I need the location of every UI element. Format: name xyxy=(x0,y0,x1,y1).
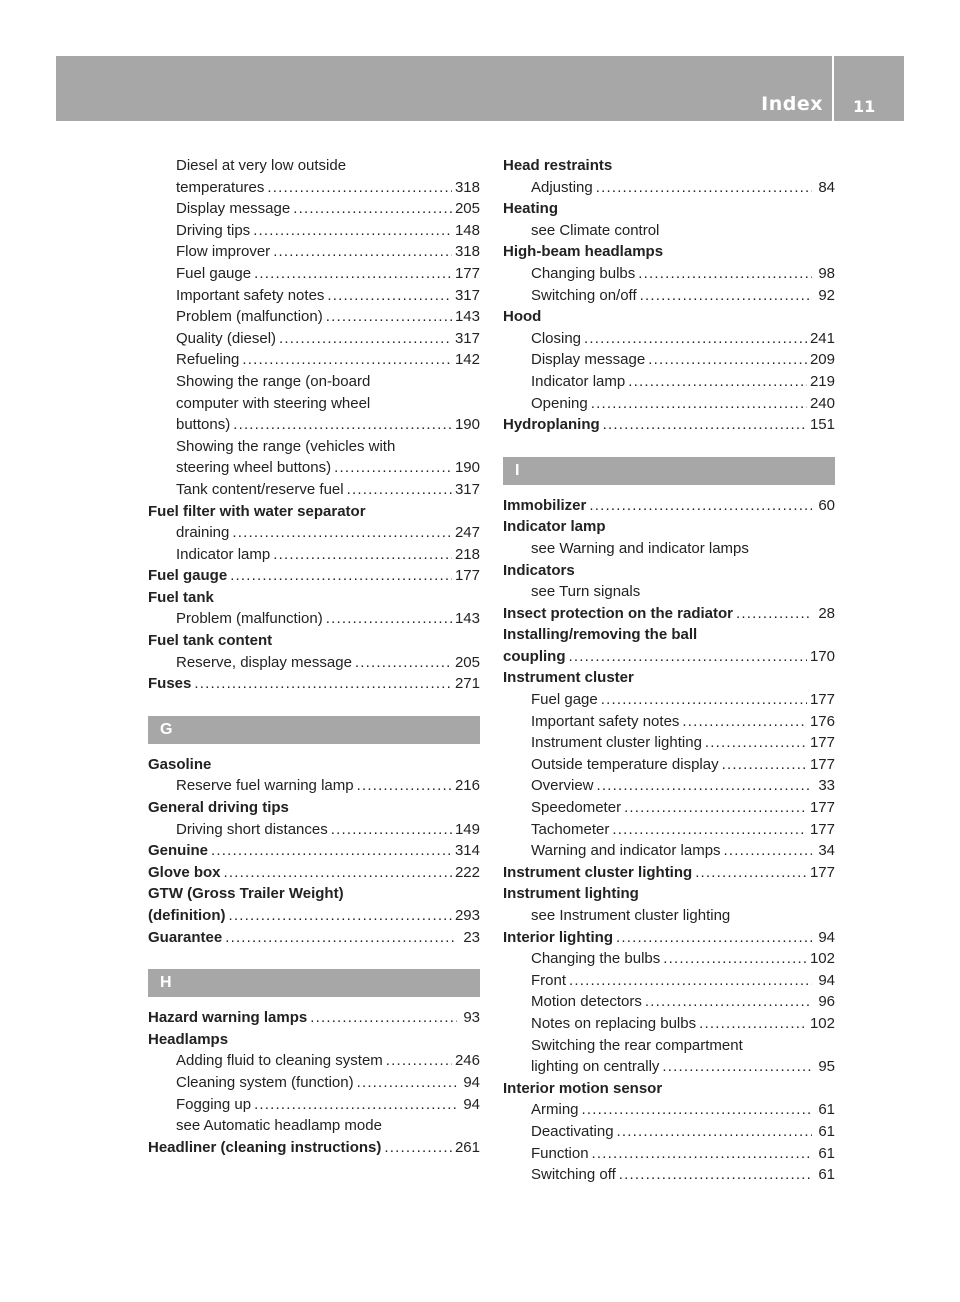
index-entry xyxy=(503,883,835,905)
dot-leader xyxy=(597,775,812,797)
entry-label: Display message xyxy=(176,200,291,218)
dot-leader xyxy=(603,414,807,436)
dot-leader xyxy=(695,862,807,884)
dot-leader xyxy=(612,819,807,841)
entry-label: Indicator lamp xyxy=(503,518,606,536)
dot-leader xyxy=(663,948,807,970)
dot-leader xyxy=(592,1143,812,1165)
index-subentry[interactable] xyxy=(148,819,480,841)
dot-leader xyxy=(254,1094,457,1116)
entry-label: Motion detectors xyxy=(531,993,642,1011)
dot-leader xyxy=(584,328,807,350)
entry-label: buttons) xyxy=(176,416,231,434)
index-entry[interactable] xyxy=(148,862,480,884)
dot-leader xyxy=(224,862,452,884)
index-entry xyxy=(148,501,480,523)
index-subentry[interactable] xyxy=(503,970,835,992)
index-entry xyxy=(503,1078,835,1100)
index-entry xyxy=(503,560,835,582)
page-reference[interactable]: 143 xyxy=(454,308,480,326)
entry-label: see Warning and indicator lamps xyxy=(531,539,749,557)
page-reference[interactable]: 222 xyxy=(454,863,480,881)
entry-label: Instrument cluster lighting xyxy=(503,863,693,881)
page-reference[interactable]: 94 xyxy=(463,1095,480,1113)
index-subentry[interactable] xyxy=(503,1164,835,1186)
index-subentry[interactable] xyxy=(148,479,480,501)
entry-label: Insect protection on the radiator xyxy=(503,604,734,622)
page-reference[interactable]: 219 xyxy=(809,372,835,390)
page-reference[interactable]: 94 xyxy=(818,928,835,946)
entry-label: steering wheel buttons) xyxy=(176,459,332,477)
index-subentry[interactable] xyxy=(503,732,835,754)
dot-leader xyxy=(267,177,452,199)
dot-leader xyxy=(254,263,452,285)
page-reference[interactable]: 61 xyxy=(818,1122,835,1140)
page-reference[interactable]: 148 xyxy=(454,221,480,239)
page-reference[interactable]: 177 xyxy=(809,734,835,752)
entry-label: Instrument cluster xyxy=(503,669,634,687)
page-reference[interactable]: 177 xyxy=(809,863,835,881)
entry-label: Important safety notes xyxy=(176,286,325,304)
index-subentry[interactable] xyxy=(148,328,480,350)
dot-leader xyxy=(624,797,807,819)
index-subentry[interactable] xyxy=(148,241,480,263)
dot-leader xyxy=(617,1121,812,1143)
page-reference[interactable]: 271 xyxy=(454,675,480,693)
index-subentry[interactable] xyxy=(148,457,480,479)
page-reference[interactable]: 190 xyxy=(454,459,480,477)
index-entry[interactable] xyxy=(503,495,835,517)
entry-label: (definition) xyxy=(148,907,226,924)
page-reference[interactable]: 317 xyxy=(454,480,480,498)
dot-leader xyxy=(616,927,812,949)
entry-label: Hazard warning lamps xyxy=(148,1009,308,1027)
page-reference[interactable]: 317 xyxy=(454,329,480,347)
entry-label: Overview xyxy=(531,777,594,795)
index-subentry[interactable] xyxy=(148,775,480,797)
dot-leader xyxy=(386,1050,452,1072)
index-subentry[interactable] xyxy=(148,349,480,371)
dot-leader xyxy=(569,970,812,992)
entry-label: Opening xyxy=(531,394,588,412)
dot-leader xyxy=(211,840,452,862)
index-subentry[interactable] xyxy=(503,263,835,285)
entry-label: Deactivating xyxy=(531,1122,614,1140)
index-subentry[interactable] xyxy=(503,1121,835,1143)
page-reference[interactable]: 84 xyxy=(818,178,835,196)
dot-leader xyxy=(589,495,812,517)
index-subentry[interactable] xyxy=(148,608,480,630)
entry-label: Tank content/reserve fuel xyxy=(176,480,344,498)
index-entry xyxy=(148,754,480,776)
entry-label: Fuel tank content xyxy=(148,632,273,650)
entry-label: temperatures xyxy=(176,178,265,196)
index-entry xyxy=(503,306,835,328)
index-entry[interactable] xyxy=(503,414,835,436)
page-reference[interactable]: 60 xyxy=(818,496,835,514)
page-reference[interactable]: 23 xyxy=(463,928,480,946)
entry-label: Immobilizer xyxy=(503,496,587,514)
index-subentry xyxy=(148,371,480,393)
entry-label: Flow improver xyxy=(176,243,271,261)
index-subentry[interactable] xyxy=(503,1143,835,1165)
dot-leader xyxy=(591,393,807,415)
entry-label: Reserve fuel warning lamp xyxy=(176,777,354,795)
index-subentry[interactable] xyxy=(148,220,480,242)
page-reference[interactable]: 176 xyxy=(809,712,835,730)
dot-leader xyxy=(724,840,812,862)
index-subentry[interactable] xyxy=(503,819,835,841)
page-reference[interactable]: 240 xyxy=(809,394,835,412)
page-reference[interactable]: 261 xyxy=(454,1138,480,1156)
page-reference[interactable]: 33 xyxy=(818,777,835,795)
entry-label: Showing the range (vehicles with xyxy=(176,437,396,455)
index-column-left xyxy=(148,155,480,1158)
index-subentry[interactable] xyxy=(148,414,480,436)
index-subentry[interactable] xyxy=(503,328,835,350)
entry-label: see Climate control xyxy=(531,221,660,239)
dot-leader xyxy=(357,775,452,797)
index-subentry[interactable] xyxy=(148,177,480,199)
dot-leader xyxy=(582,1099,812,1121)
index-subentry[interactable] xyxy=(148,198,480,220)
entry-label: Instrument cluster lighting xyxy=(531,734,702,752)
entry-label: Indicator lamp xyxy=(531,372,626,390)
index-subentry[interactable] xyxy=(148,522,480,544)
entry-label: coupling xyxy=(503,647,566,665)
entry-label: Indicator lamp xyxy=(176,545,271,563)
entry-label: Changing the bulbs xyxy=(531,950,661,968)
index-entry xyxy=(148,587,480,609)
dot-leader xyxy=(384,1137,452,1159)
entry-label: Guarantee xyxy=(148,928,223,946)
entry-label: Display message xyxy=(531,351,646,369)
index-column-right xyxy=(503,155,835,1186)
index-entry[interactable] xyxy=(148,905,480,927)
entry-label: Glove box xyxy=(148,863,221,881)
entry-label: Hydroplaning xyxy=(503,416,600,434)
header-separator xyxy=(832,56,834,121)
page-reference[interactable]: 143 xyxy=(454,610,480,628)
index-subentry[interactable] xyxy=(148,1050,480,1072)
index-entry xyxy=(503,241,835,263)
entry-label: see Automatic headlamp mode xyxy=(176,1117,382,1135)
index-subentry[interactable] xyxy=(503,393,835,415)
index-subentry xyxy=(503,220,835,242)
entry-label: Head restraints xyxy=(503,157,613,174)
index-subentry[interactable] xyxy=(503,711,835,733)
index-subentry[interactable] xyxy=(503,177,835,199)
index-entry xyxy=(148,797,480,819)
page-reference[interactable]: 246 xyxy=(454,1052,480,1070)
index-entry[interactable] xyxy=(503,862,835,884)
entry-label: Indicators xyxy=(503,561,575,579)
dot-leader xyxy=(310,1007,457,1029)
entry-label: General driving tips xyxy=(148,799,289,817)
index-subentry[interactable] xyxy=(503,840,835,862)
index-entry xyxy=(148,1029,480,1051)
dot-leader xyxy=(194,673,452,695)
page-reference[interactable]: 314 xyxy=(454,842,480,860)
entry-label: Adjusting xyxy=(531,178,593,196)
entry-label: Speedometer xyxy=(531,799,622,817)
page-reference[interactable]: 61 xyxy=(818,1101,835,1119)
entry-label: Problem (malfunction) xyxy=(176,308,323,326)
dot-leader xyxy=(225,927,457,949)
page-reference[interactable]: 61 xyxy=(818,1166,835,1184)
dot-leader xyxy=(326,306,452,328)
index-subentry[interactable] xyxy=(503,754,835,776)
dot-leader xyxy=(233,414,452,436)
entry-label: Changing bulbs xyxy=(531,264,636,282)
index-subentry[interactable] xyxy=(503,1013,835,1035)
page-reference[interactable]: 151 xyxy=(809,416,835,434)
dot-leader xyxy=(722,754,807,776)
dot-leader xyxy=(326,608,452,630)
dot-leader xyxy=(648,349,807,371)
page-reference[interactable]: 96 xyxy=(818,993,835,1011)
index-entry[interactable] xyxy=(148,927,480,949)
page-reference[interactable]: 318 xyxy=(454,243,480,261)
page-reference[interactable]: 247 xyxy=(454,524,480,542)
entry-label: Switching off xyxy=(531,1166,616,1184)
index-subentry[interactable] xyxy=(503,689,835,711)
entry-label: Outside temperature display xyxy=(531,755,719,773)
index-entry xyxy=(503,516,835,538)
page-reference[interactable]: 149 xyxy=(454,820,480,838)
dot-leader xyxy=(253,220,452,242)
page-reference[interactable]: 92 xyxy=(818,286,835,304)
dot-leader xyxy=(662,1056,812,1078)
page-reference[interactable]: 241 xyxy=(809,329,835,347)
index-subentry[interactable] xyxy=(503,371,835,393)
page-reference[interactable]: 177 xyxy=(809,755,835,773)
index-subentry xyxy=(148,155,480,177)
dot-leader xyxy=(619,1164,812,1186)
dot-leader xyxy=(569,646,807,668)
page-reference[interactable]: 177 xyxy=(809,799,835,817)
entry-label: Driving short distances xyxy=(176,820,328,838)
entry-label: Adding fluid to cleaning system xyxy=(176,1052,383,1070)
entry-label: Hood xyxy=(503,308,542,326)
index-subentry xyxy=(148,1115,480,1137)
entry-label: Genuine xyxy=(148,842,209,860)
page-reference[interactable]: 95 xyxy=(818,1058,835,1076)
dot-leader xyxy=(232,522,452,544)
page-reference[interactable]: 177 xyxy=(809,820,835,838)
dot-leader xyxy=(638,263,812,285)
page-reference[interactable]: 218 xyxy=(454,545,480,563)
index-subentry[interactable] xyxy=(503,285,835,307)
index-subentry[interactable] xyxy=(503,349,835,371)
index-subentry[interactable] xyxy=(148,652,480,674)
entry-label: Refueling xyxy=(176,351,240,369)
entry-label: Fogging up xyxy=(176,1095,252,1113)
entry-label: Headlamps xyxy=(148,1030,229,1048)
index-entry xyxy=(503,667,835,689)
page-number: 11 xyxy=(853,97,876,116)
entry-label: Gasoline xyxy=(148,755,212,773)
section-heading: I xyxy=(503,457,835,485)
index-entry[interactable] xyxy=(148,565,480,587)
index-subentry xyxy=(148,436,480,458)
index-entry[interactable] xyxy=(148,1007,480,1029)
entry-label: Headliner (cleaning instructions) xyxy=(148,1138,382,1156)
entry-label: computer with steering wheel xyxy=(176,394,371,412)
dot-leader xyxy=(230,565,452,587)
page-reference[interactable]: 205 xyxy=(454,653,480,671)
page-reference[interactable]: 102 xyxy=(809,950,835,968)
entry-label: Interior lighting xyxy=(503,928,613,946)
entry-label: Problem (malfunction) xyxy=(176,610,323,628)
entry-label: Interior motion sensor xyxy=(503,1079,663,1097)
entry-label: see Turn signals xyxy=(531,583,641,601)
dot-leader xyxy=(699,1013,807,1035)
page-reference[interactable]: 177 xyxy=(454,567,480,585)
page-reference[interactable]: 94 xyxy=(463,1073,480,1091)
dot-leader xyxy=(327,285,452,307)
index-entry xyxy=(503,624,835,646)
index-entry[interactable] xyxy=(148,840,480,862)
entry-label: Showing the range (on-board xyxy=(176,372,371,390)
entry-label: Installing/removing the ball xyxy=(503,626,698,644)
page-reference[interactable]: 190 xyxy=(454,416,480,434)
dot-leader xyxy=(640,285,812,307)
index-subentry xyxy=(148,393,480,415)
entry-label: Fuel tank xyxy=(148,588,214,606)
entry-label: Instrument lighting xyxy=(503,885,639,903)
dot-leader xyxy=(355,652,452,674)
index-entry xyxy=(148,883,480,905)
entry-label: Fuel gauge xyxy=(148,567,228,585)
section-heading: H xyxy=(148,969,480,997)
entry-label: Switching the rear compartment xyxy=(531,1036,743,1054)
dot-leader xyxy=(293,198,452,220)
dot-leader xyxy=(357,1072,457,1094)
index-entry[interactable] xyxy=(148,673,480,695)
entry-label: Arming xyxy=(531,1101,579,1119)
entry-label: High-beam headlamps xyxy=(503,243,664,261)
index-entry xyxy=(503,198,835,220)
entry-label: GTW (Gross Trailer Weight) xyxy=(148,885,344,903)
dot-leader xyxy=(645,991,812,1013)
dot-leader xyxy=(273,241,452,263)
dot-leader xyxy=(228,905,451,927)
page-reference[interactable]: 28 xyxy=(818,604,835,622)
index-entry[interactable] xyxy=(148,1137,480,1159)
index-subentry xyxy=(503,1035,835,1057)
index-entry[interactable] xyxy=(503,603,835,625)
entry-label: Quality (diesel) xyxy=(176,329,277,347)
index-subentry xyxy=(503,581,835,603)
entry-label: Tachometer xyxy=(531,820,610,838)
page-reference[interactable]: 317 xyxy=(454,286,480,304)
dot-leader xyxy=(242,349,452,371)
index-subentry[interactable] xyxy=(503,1056,835,1078)
index-subentry[interactable] xyxy=(148,263,480,285)
dot-leader xyxy=(596,177,812,199)
dot-leader xyxy=(334,457,452,479)
index-entry[interactable] xyxy=(503,646,835,668)
entry-label: Reserve, display message xyxy=(176,653,352,671)
dot-leader xyxy=(601,689,807,711)
entry-label: Fuel filter with water separator xyxy=(148,502,366,520)
index-entry xyxy=(503,155,835,177)
page-reference[interactable]: 177 xyxy=(454,264,480,282)
index-subentry[interactable] xyxy=(148,544,480,566)
entry-label: Notes on replacing bulbs xyxy=(531,1014,697,1032)
page-reference[interactable]: 318 xyxy=(454,178,480,196)
entry-label: Fuses xyxy=(148,675,192,693)
index-entry[interactable] xyxy=(503,927,835,949)
page-reference[interactable]: 293 xyxy=(454,907,480,924)
dot-leader xyxy=(279,328,452,350)
entry-label: Cleaning system (function) xyxy=(176,1073,354,1091)
index-subentry[interactable] xyxy=(503,775,835,797)
entry-label: Fuel gage xyxy=(531,691,598,709)
dot-leader xyxy=(331,819,452,841)
index-subentry[interactable] xyxy=(503,991,835,1013)
entry-label: see Instrument cluster lighting xyxy=(531,907,731,924)
page-reference[interactable]: 209 xyxy=(809,351,835,369)
dot-leader xyxy=(347,479,452,501)
dot-leader xyxy=(736,603,812,625)
page-title: Index xyxy=(761,93,823,115)
page-reference[interactable]: 98 xyxy=(818,264,835,282)
page-reference[interactable]: 94 xyxy=(818,971,835,989)
index-subentry[interactable] xyxy=(503,1099,835,1121)
index-subentry[interactable] xyxy=(503,948,835,970)
dot-leader xyxy=(705,732,807,754)
entry-label: Driving tips xyxy=(176,221,251,239)
page-reference[interactable]: 177 xyxy=(809,691,835,709)
dot-leader xyxy=(628,371,807,393)
index-subentry[interactable] xyxy=(503,797,835,819)
entry-label: Function xyxy=(531,1144,589,1162)
index-entry xyxy=(148,630,480,652)
page-reference[interactable]: 170 xyxy=(809,647,835,665)
index-subentry xyxy=(503,538,835,560)
dot-leader xyxy=(273,544,452,566)
entry-label: Heating xyxy=(503,200,559,218)
page-reference[interactable]: 142 xyxy=(454,351,480,369)
page-reference[interactable]: 205 xyxy=(454,200,480,218)
index-subentry[interactable] xyxy=(148,285,480,307)
index-subentry[interactable] xyxy=(148,1094,480,1116)
page-reference[interactable]: 102 xyxy=(809,1014,835,1032)
entry-label: Switching on/off xyxy=(531,286,637,304)
entry-label: lighting on centrally xyxy=(531,1058,660,1076)
index-subentry xyxy=(503,905,835,927)
entry-label: Closing xyxy=(531,329,582,347)
entry-label: Diesel at very low outside xyxy=(176,157,347,174)
section-heading: G xyxy=(148,716,480,744)
page-reference[interactable]: 61 xyxy=(818,1144,835,1162)
entry-label: draining xyxy=(176,524,230,542)
entry-label: Important safety notes xyxy=(531,712,680,730)
entry-label: Front xyxy=(531,971,567,989)
page-reference[interactable]: 216 xyxy=(454,777,480,795)
index-subentry[interactable] xyxy=(148,306,480,328)
page-reference[interactable]: 34 xyxy=(818,842,835,860)
entry-label: Fuel gauge xyxy=(176,264,252,282)
page-reference[interactable]: 93 xyxy=(463,1009,480,1027)
dot-leader xyxy=(682,711,807,733)
index-subentry[interactable] xyxy=(148,1072,480,1094)
entry-label: Warning and indicator lamps xyxy=(531,842,721,860)
